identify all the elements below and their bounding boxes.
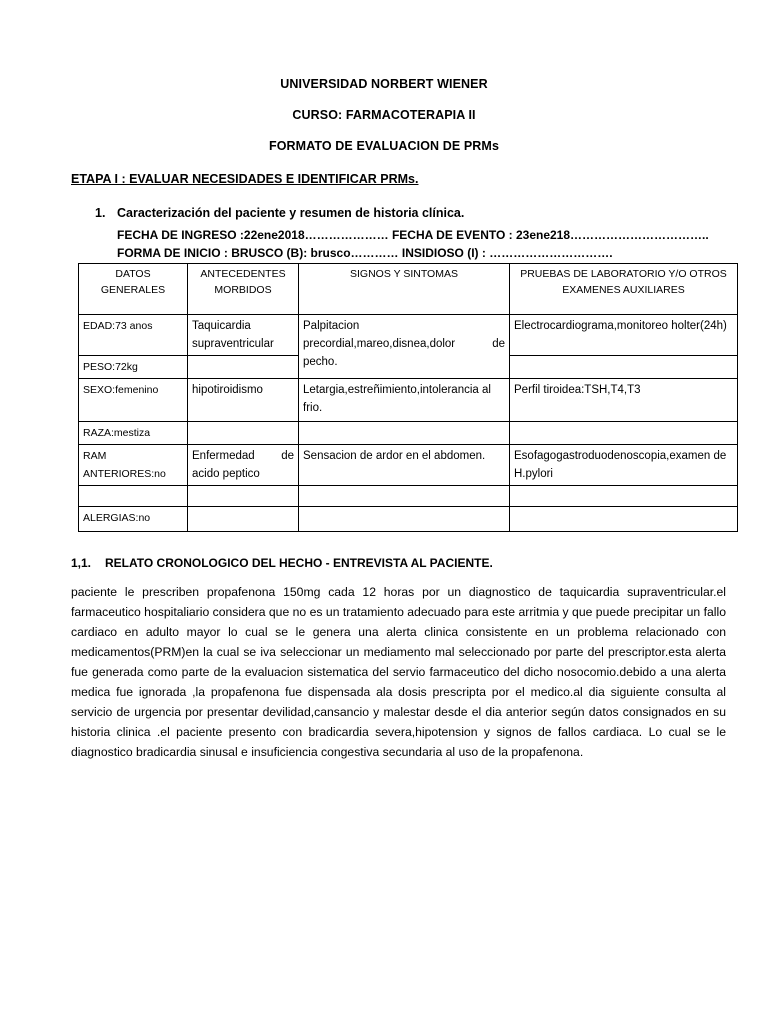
table-header-row — [79, 264, 738, 315]
table-cell: Esofagogastroduodenoscopia,examen de H.pylori — [510, 445, 738, 486]
column-header: SIGNOS Y SINTOMAS — [299, 264, 510, 315]
table-cell: Sensacion de ardor en el abdomen. — [299, 445, 510, 486]
table-row — [79, 486, 738, 507]
column-header: ANTECEDENTES MORBIDOS — [188, 264, 299, 315]
table-cell: Taquicardia supraventricular — [188, 315, 299, 356]
table-cell — [510, 356, 738, 379]
table-row — [79, 379, 738, 422]
section-1-number: 1. — [95, 206, 106, 220]
table-row — [79, 422, 738, 445]
table-cell — [299, 422, 510, 445]
relato-number: 1,1. — [71, 556, 92, 570]
table-cell: ALERGIAS:no — [79, 507, 188, 532]
table-row — [79, 445, 738, 486]
table-cell — [79, 486, 188, 507]
university-title: UNIVERSIDAD NORBERT WIENER — [280, 77, 488, 91]
onset-line: FORMA DE INICIO : BRUSCO (B): brusco………… INSIDIOSO (I) : …………………………. — [117, 246, 613, 260]
table-cell: Letargia,estreñimiento,intolerancia al frio. — [299, 379, 510, 422]
section-1-heading — [95, 206, 464, 220]
table-cell — [299, 486, 510, 507]
relato-heading — [71, 556, 493, 570]
relato-title: RELATO CRONOLOGICO DEL HECHO - ENTREVISTA AL PACIENTE. — [105, 556, 493, 570]
column-header: DATOS GENERALES — [79, 264, 188, 315]
table-cell: Palpitacion precordial,mareo,disnea,dolor de pecho. — [299, 315, 510, 379]
section-1-title: Caracterización del paciente y resumen de historia clínica. — [117, 206, 465, 220]
table-cell: Perfil tiroidea:TSH,T4,T3 — [510, 379, 738, 422]
table-cell: RAZA:mestiza — [79, 422, 188, 445]
evaluation-table — [78, 263, 738, 532]
table-cell: EDAD:73 anos — [79, 315, 188, 356]
table-cell: Enfermedad de acido peptico — [188, 445, 299, 486]
table-cell — [188, 356, 299, 379]
relato-paragraph: paciente le prescriben propafenona 150mg cada 12 horas por un diagnostico de taquicardia supraventricular.el farmaceutico hospitaliario considera que no es un tratamiento adecuado para este arritmia y que puede precipitar un fallo cardiaco en adulto mayor lo cual se le genera una alerta clinica consistente en un problema relacionado con medicamentos(PRM)en la cual se iva seleccionar un mediamento mal seleccionado por parte del prescriptor.esta alerta fue generada como parte de la evaluacion sistematica del servio farmaceutico del dicho nosocomio.debido a una alerta medica fue ignorada ,la propafenona fue dispensada ala dosis prescripta por el medico.al dia siguiente consulta al servicio de urgencia por presentar devilidad,cansancio y malestar desde el dia anterior según datos consignados en su historia clinica .el paciente presento con bradicardia severa,hipotension y signos de fallos cardiaca. Lo cual se le diagnostico bradicardia sinusal e insuficiencia congestiva secundaria al uso de la propafenona. — [71, 585, 726, 759]
table-cell: Electrocardiograma,monitoreo holter(24h) — [510, 315, 738, 356]
table-row — [79, 315, 738, 356]
table-cell — [510, 486, 738, 507]
column-header: PRUEBAS DE LABORATORIO Y/O OTROS EXAMENES AUXILIARES — [510, 264, 738, 315]
table-cell — [299, 507, 510, 532]
table-cell — [188, 422, 299, 445]
table-cell — [510, 507, 738, 532]
table-cell: hipotiroidismo — [188, 379, 299, 422]
table-cell: RAM ANTERIORES:no — [79, 445, 188, 486]
table-cell: PESO:72kg — [79, 356, 188, 379]
course-title: CURSO: FARMACOTERAPIA II — [292, 108, 476, 122]
table-cell: SEXO:femenino — [79, 379, 188, 422]
stage-heading: ETAPA I : EVALUAR NECESIDADES E IDENTIFICAR PRMs. — [71, 172, 419, 186]
table-cell — [510, 422, 738, 445]
table-cell — [188, 507, 299, 532]
format-title: FORMATO DE EVALUACION DE PRMs — [269, 139, 499, 153]
dates-line: FECHA DE INGRESO :22ene2018………………… FECHA DE EVENTO : 23ene218…………………………….. — [117, 228, 709, 242]
table-row — [79, 507, 738, 532]
table-cell — [188, 486, 299, 507]
